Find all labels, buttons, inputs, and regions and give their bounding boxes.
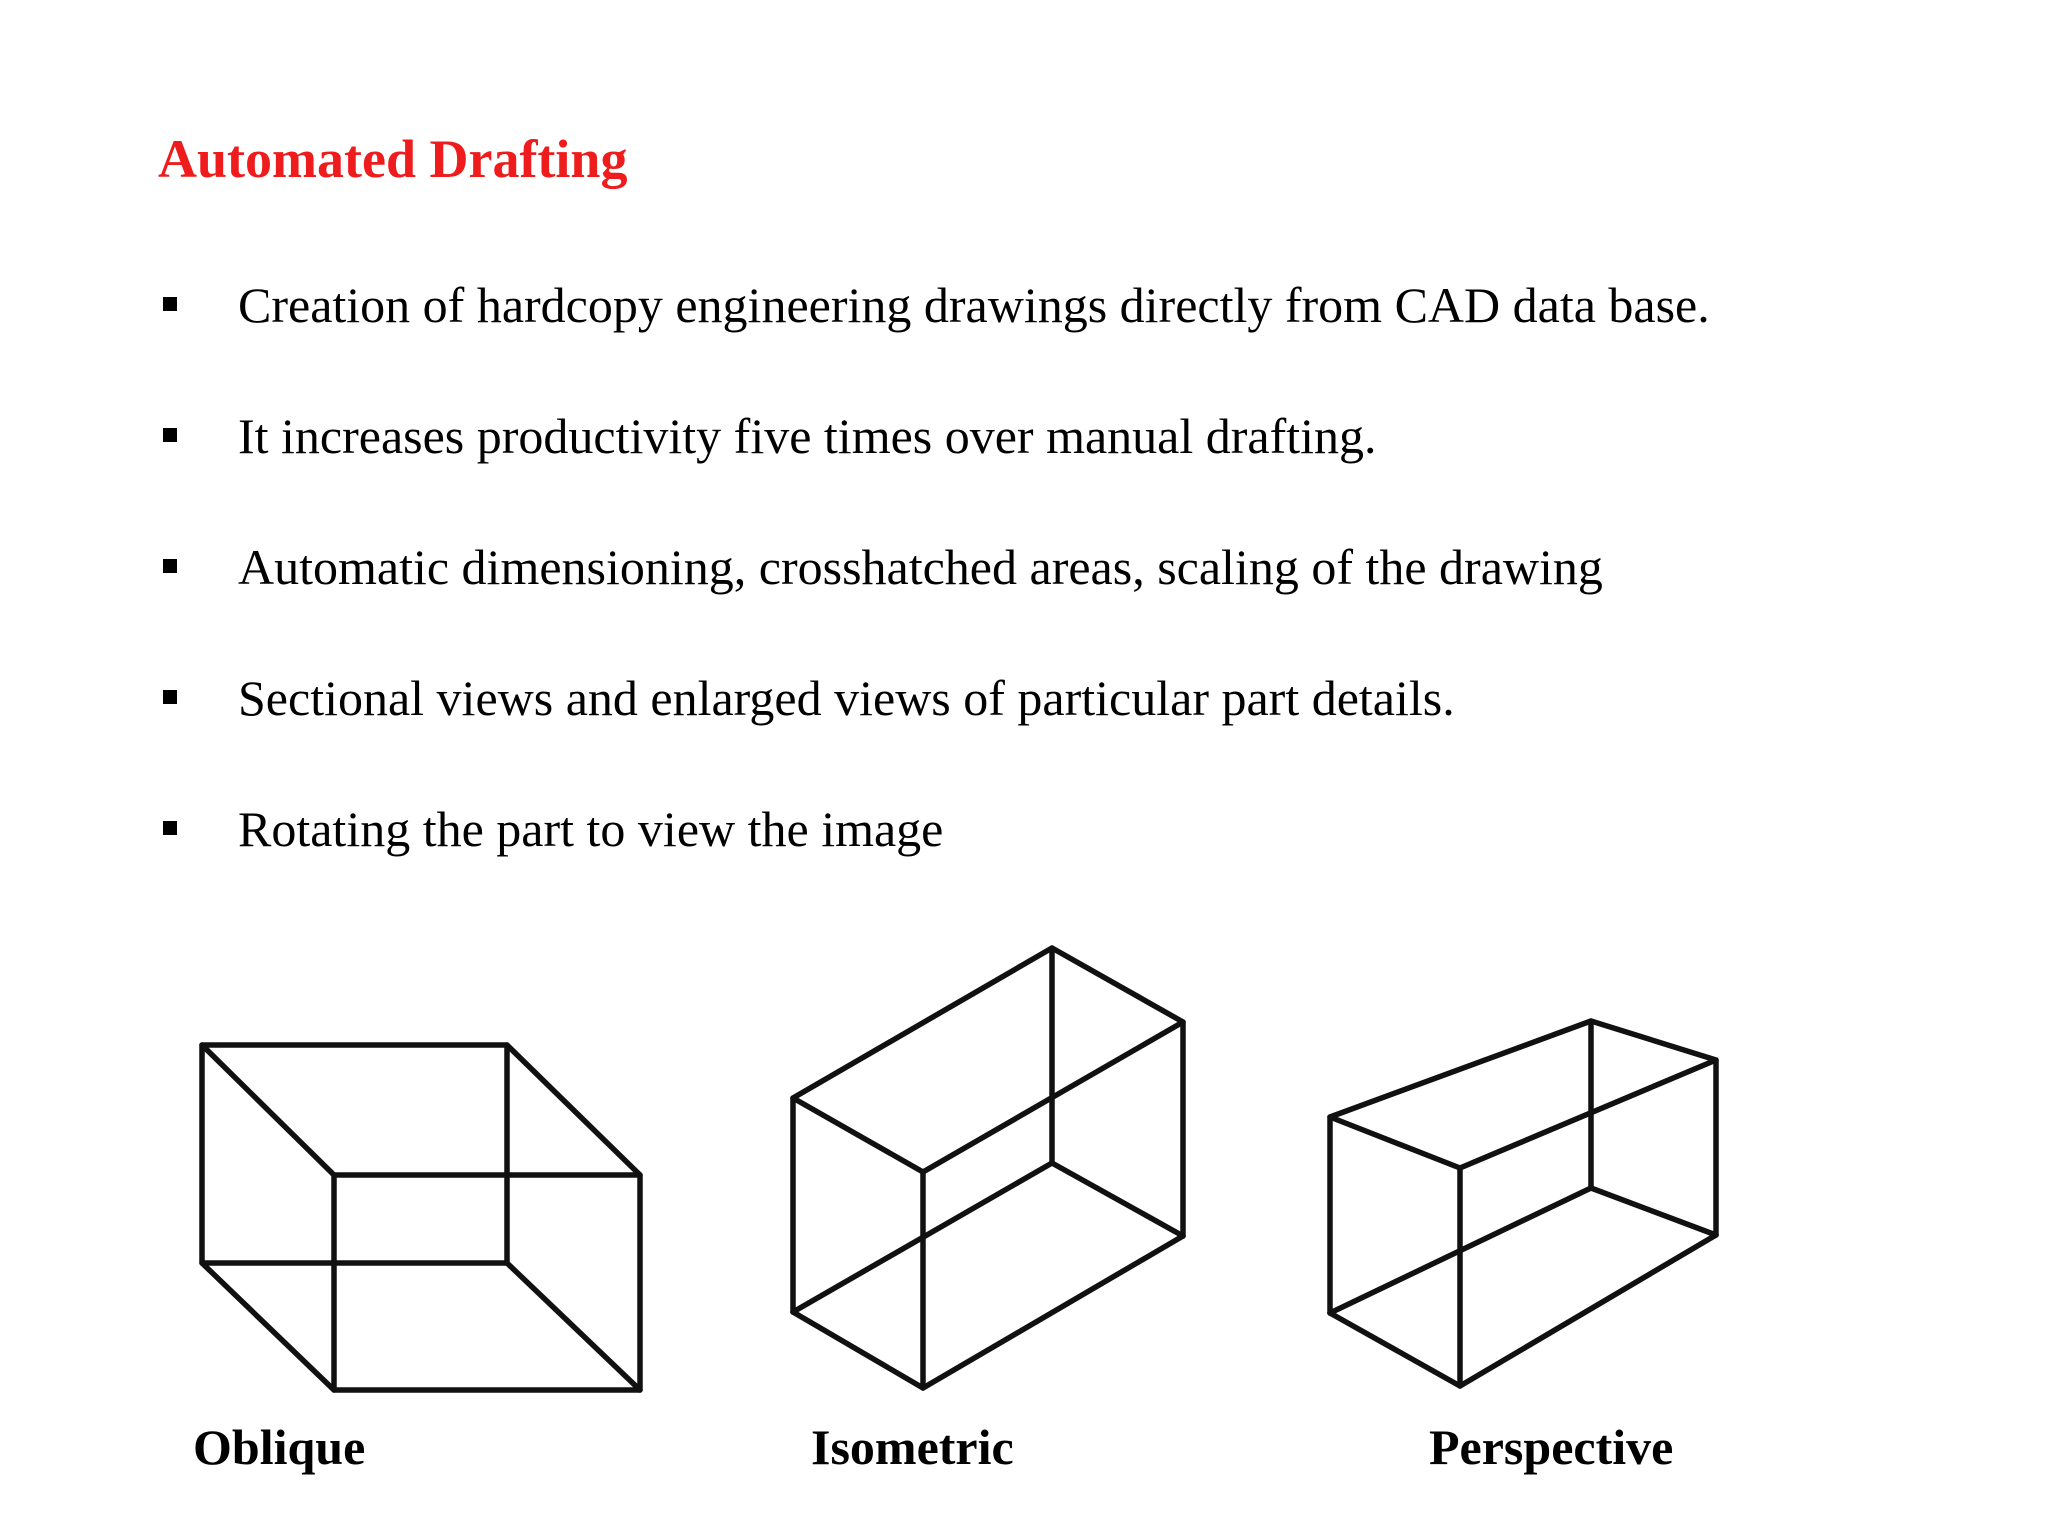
- square-bullet-icon: [163, 559, 177, 573]
- slide-title: Automated Drafting: [158, 129, 628, 189]
- bullet-item: [158, 406, 2018, 466]
- oblique-box-drawing: [202, 1045, 640, 1390]
- bullet-text: Sectional views and enlarged views of particular part details.: [238, 670, 1455, 726]
- bullet-text: Automatic dimensioning, crosshatched areas, scaling of the drawing: [238, 539, 1603, 595]
- bullet-text: It increases productivity five times over manual drafting.: [238, 408, 1377, 464]
- oblique-caption: Oblique: [193, 1419, 366, 1475]
- perspective-caption: Perspective: [1429, 1419, 1674, 1475]
- square-bullet-icon: [163, 297, 177, 311]
- bullet-text: Rotating the part to view the image: [238, 801, 944, 857]
- isometric-box-drawing: [793, 948, 1183, 1388]
- square-bullet-icon: [163, 690, 177, 704]
- isometric-caption: Isometric: [811, 1419, 1014, 1475]
- square-bullet-icon: [163, 821, 177, 835]
- bullet-item: [158, 799, 2018, 859]
- bullet-item: [158, 275, 2018, 335]
- bullet-item: [158, 668, 2018, 728]
- bullet-item: [158, 537, 2018, 597]
- square-bullet-icon: [163, 428, 177, 442]
- bullet-text: Creation of hardcopy engineering drawings directly from CAD data base.: [238, 277, 1710, 333]
- perspective-box-drawing: [1330, 1021, 1716, 1386]
